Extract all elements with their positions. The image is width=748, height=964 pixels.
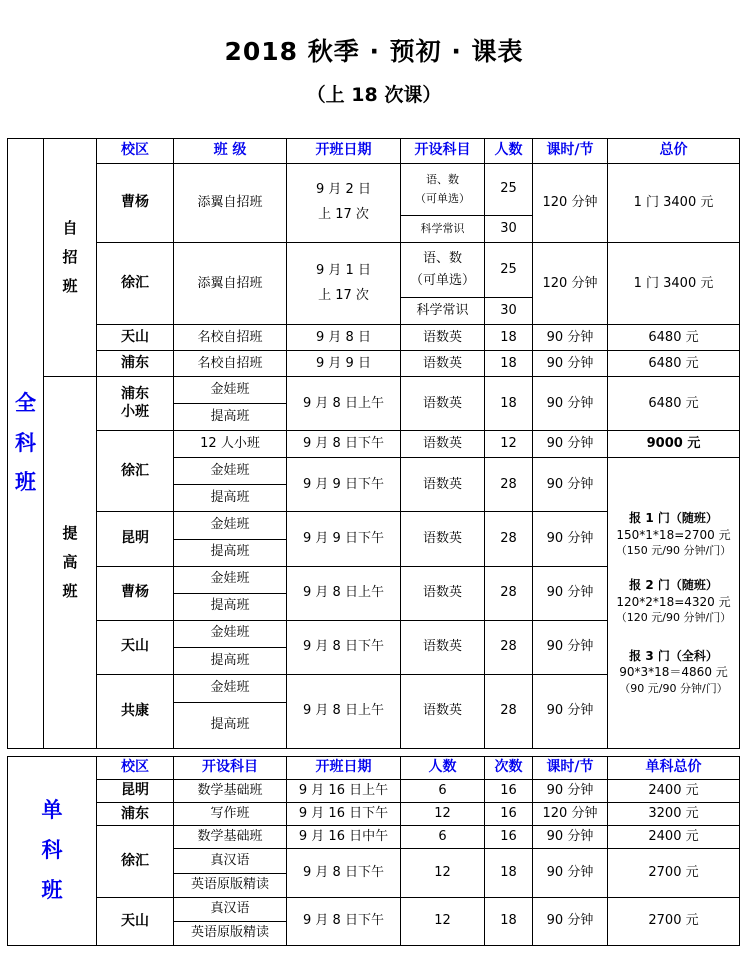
times-cell: 16 xyxy=(485,826,533,849)
hours-cell: 90 分钟 xyxy=(533,780,608,803)
times-cell: 18 xyxy=(485,897,533,945)
campus-cell: 天山 xyxy=(97,620,174,674)
count-cell: 28 xyxy=(485,512,533,566)
subject-cell: 语、数 （可单选） xyxy=(401,164,485,216)
hours-cell: 120 分钟 xyxy=(533,164,608,243)
class-cell: 金娃班 xyxy=(174,620,287,647)
hours-cell: 90 分钟 xyxy=(533,620,608,674)
date-cell: 9 月 8 日下午 xyxy=(287,849,401,897)
date-cell: 9 月 9 日下午 xyxy=(287,512,401,566)
price-cell: 2700 元 xyxy=(608,849,740,897)
hours-cell: 90 分钟 xyxy=(533,674,608,748)
count-cell: 25 xyxy=(485,164,533,216)
hours-cell: 90 分钟 xyxy=(533,849,608,897)
campus-cell: 共康 xyxy=(97,674,174,748)
date-cell: 9 月 1 日 上 17 次 xyxy=(287,243,401,325)
hours-cell: 90 分钟 xyxy=(533,458,608,512)
date-cell: 9 月 8 日下午 xyxy=(287,431,401,458)
count-cell: 12 xyxy=(401,897,485,945)
date-cell: 9 月 9 日下午 xyxy=(287,458,401,512)
date-cell: 9 月 8 日 xyxy=(287,325,401,351)
campus-cell: 徐汇 xyxy=(97,243,174,325)
date-cell: 9 月 8 日上午 xyxy=(287,566,401,620)
campus-cell: 曹杨 xyxy=(97,566,174,620)
page-subtitle: （上 18 次课） xyxy=(306,84,442,106)
subject-cell: 科学常识 xyxy=(401,298,485,325)
subject-cell: 数学基础班 xyxy=(174,826,287,849)
campus-cell: 天山 xyxy=(97,325,174,351)
class-cell: 金娃班 xyxy=(174,674,287,702)
header-row xyxy=(8,139,740,164)
count-cell: 18 xyxy=(485,325,533,351)
full-course-table xyxy=(7,138,740,749)
date-cell: 9 月 8 日下午 xyxy=(287,620,401,674)
count-cell: 6 xyxy=(401,826,485,849)
subject-cell: 语数英 xyxy=(401,325,485,351)
count-cell: 30 xyxy=(485,298,533,325)
price-cell: 9000 元 xyxy=(608,431,740,458)
class-cell: 提高班 xyxy=(174,485,287,512)
count-cell: 12 xyxy=(485,431,533,458)
hours-cell: 90 分钟 xyxy=(533,377,608,431)
count-cell: 28 xyxy=(485,566,533,620)
price-cell: 6480 元 xyxy=(608,325,740,351)
times-cell: 18 xyxy=(485,849,533,897)
count-cell: 28 xyxy=(485,674,533,748)
hours-cell: 90 分钟 xyxy=(533,431,608,458)
table-row xyxy=(8,897,740,921)
subject-cell: 数学基础班 xyxy=(174,780,287,803)
campus-cell: 徐汇 xyxy=(97,431,174,512)
table-row xyxy=(8,780,740,803)
class-cell: 添翼自招班 xyxy=(174,243,287,325)
date-cell: 9 月 8 日上午 xyxy=(287,674,401,748)
class-cell: 名校自招班 xyxy=(174,351,287,377)
subject-cell: 语数英 xyxy=(401,620,485,674)
header-count: 人数 xyxy=(485,139,533,164)
table-row xyxy=(8,351,740,377)
class-cell: 金娃班 xyxy=(174,512,287,539)
header-price: 总价 xyxy=(608,139,740,164)
date-cell: 9 月 9 日 xyxy=(287,351,401,377)
price-cell: 2700 元 xyxy=(608,897,740,945)
header-class: 班 级 xyxy=(174,139,287,164)
table-row xyxy=(8,325,740,351)
table-row xyxy=(8,377,740,404)
header-price: 单科总价 xyxy=(608,757,740,780)
class-cell: 金娃班 xyxy=(174,458,287,485)
class-cell: 金娃班 xyxy=(174,566,287,593)
subject-cell: 语数英 xyxy=(401,458,485,512)
date-cell: 9 月 8 日下午 xyxy=(287,897,401,945)
price-cell: 1 门 3400 元 xyxy=(608,243,740,325)
times-cell: 16 xyxy=(485,780,533,803)
count-cell: 30 xyxy=(485,216,533,243)
campus-cell: 天山 xyxy=(97,897,174,945)
subject-cell: 语数英 xyxy=(401,512,485,566)
count-cell: 18 xyxy=(485,377,533,431)
subject-cell: 英语原版精读 xyxy=(174,921,287,945)
count-cell: 12 xyxy=(401,803,485,826)
hours-cell: 90 分钟 xyxy=(533,826,608,849)
campus-cell: 昆明 xyxy=(97,512,174,566)
subject-cell: 语数英 xyxy=(401,566,485,620)
campus-cell: 昆明 xyxy=(97,780,174,803)
header-hours: 课时/节 xyxy=(533,757,608,780)
count-cell: 28 xyxy=(485,620,533,674)
class-cell: 提高班 xyxy=(174,702,287,748)
page-title: 2018 秋季 · 预初 · 课表 xyxy=(224,37,524,66)
date-cell: 9 月 8 日上午 xyxy=(287,377,401,431)
class-cell: 提高班 xyxy=(174,647,287,674)
subject-cell: 语、数 （可单选） xyxy=(401,243,485,298)
subject-cell: 真汉语 xyxy=(174,897,287,921)
table-row xyxy=(8,826,740,849)
hours-cell: 90 分钟 xyxy=(533,897,608,945)
hours-cell: 90 分钟 xyxy=(533,566,608,620)
count-cell: 25 xyxy=(485,243,533,298)
date-cell: 9 月 16 日中午 xyxy=(287,826,401,849)
price-cell: 3200 元 xyxy=(608,803,740,826)
pricing-rules-cell: 报 1 门（随班） 150*1*18=2700 元 （150 元/90 分钟/门） 报 2 门（随班） 120*2*18=4320 元 （120 元/90 分钟/门） 报 3 门（全科） 90*3*18＝4860 元 （90 元/90 分钟/门） xyxy=(608,458,740,749)
class-cell: 金娃班 xyxy=(174,377,287,404)
class-cell: 提高班 xyxy=(174,539,287,566)
table-row xyxy=(8,243,740,298)
subject-cell: 语数英 xyxy=(401,377,485,431)
header-times: 次数 xyxy=(485,757,533,780)
subject-cell: 语数英 xyxy=(401,674,485,748)
date-cell: 9 月 2 日 上 17 次 xyxy=(287,164,401,243)
tigao-label: 提 高 班 xyxy=(44,377,97,749)
campus-cell: 徐汇 xyxy=(97,826,174,897)
count-cell: 12 xyxy=(401,849,485,897)
subject-cell: 写作班 xyxy=(174,803,287,826)
single-class-label: 单 科 班 xyxy=(8,757,97,946)
price-cell: 2400 元 xyxy=(608,780,740,803)
price-cell: 2400 元 xyxy=(608,826,740,849)
campus-cell: 浦东 小班 xyxy=(97,377,174,431)
times-cell: 16 xyxy=(485,803,533,826)
price-cell: 6480 元 xyxy=(608,351,740,377)
class-cell: 添翼自招班 xyxy=(174,164,287,243)
campus-cell: 浦东 xyxy=(97,351,174,377)
campus-cell: 浦东 xyxy=(97,803,174,826)
table-row xyxy=(8,803,740,826)
class-cell: 名校自招班 xyxy=(174,325,287,351)
header-date: 开班日期 xyxy=(287,139,401,164)
date-cell: 9 月 16 日下午 xyxy=(287,803,401,826)
price-cell: 6480 元 xyxy=(608,377,740,431)
campus-cell: 曹杨 xyxy=(97,164,174,243)
header-subject: 开设科目 xyxy=(174,757,287,780)
table-row xyxy=(8,164,740,216)
date-cell: 9 月 16 日上午 xyxy=(287,780,401,803)
single-course-table xyxy=(7,756,740,946)
header-campus: 校区 xyxy=(97,139,174,164)
subject-cell: 英语原版精读 xyxy=(174,873,287,897)
count-cell: 28 xyxy=(485,458,533,512)
hours-cell: 120 分钟 xyxy=(533,243,608,325)
subject-cell: 科学常识 xyxy=(401,216,485,243)
zizhao-label: 自 招 班 xyxy=(44,139,97,377)
header-date: 开班日期 xyxy=(287,757,401,780)
subject-cell: 语数英 xyxy=(401,351,485,377)
subject-cell: 语数英 xyxy=(401,431,485,458)
price-cell: 1 门 3400 元 xyxy=(608,164,740,243)
class-cell: 提高班 xyxy=(174,593,287,620)
count-cell: 6 xyxy=(401,780,485,803)
count-cell: 18 xyxy=(485,351,533,377)
table-row xyxy=(8,431,740,458)
hours-cell: 90 分钟 xyxy=(533,351,608,377)
header-campus: 校区 xyxy=(97,757,174,780)
full-class-label: 全 科 班 xyxy=(8,139,44,749)
header-row xyxy=(8,757,740,780)
hours-cell: 120 分钟 xyxy=(533,803,608,826)
header-subject: 开设科目 xyxy=(401,139,485,164)
header-count: 人数 xyxy=(401,757,485,780)
class-cell: 12 人小班 xyxy=(174,431,287,458)
hours-cell: 90 分钟 xyxy=(533,325,608,351)
subject-cell: 真汉语 xyxy=(174,849,287,873)
class-cell: 提高班 xyxy=(174,404,287,431)
header-hours: 课时/节 xyxy=(533,139,608,164)
hours-cell: 90 分钟 xyxy=(533,512,608,566)
